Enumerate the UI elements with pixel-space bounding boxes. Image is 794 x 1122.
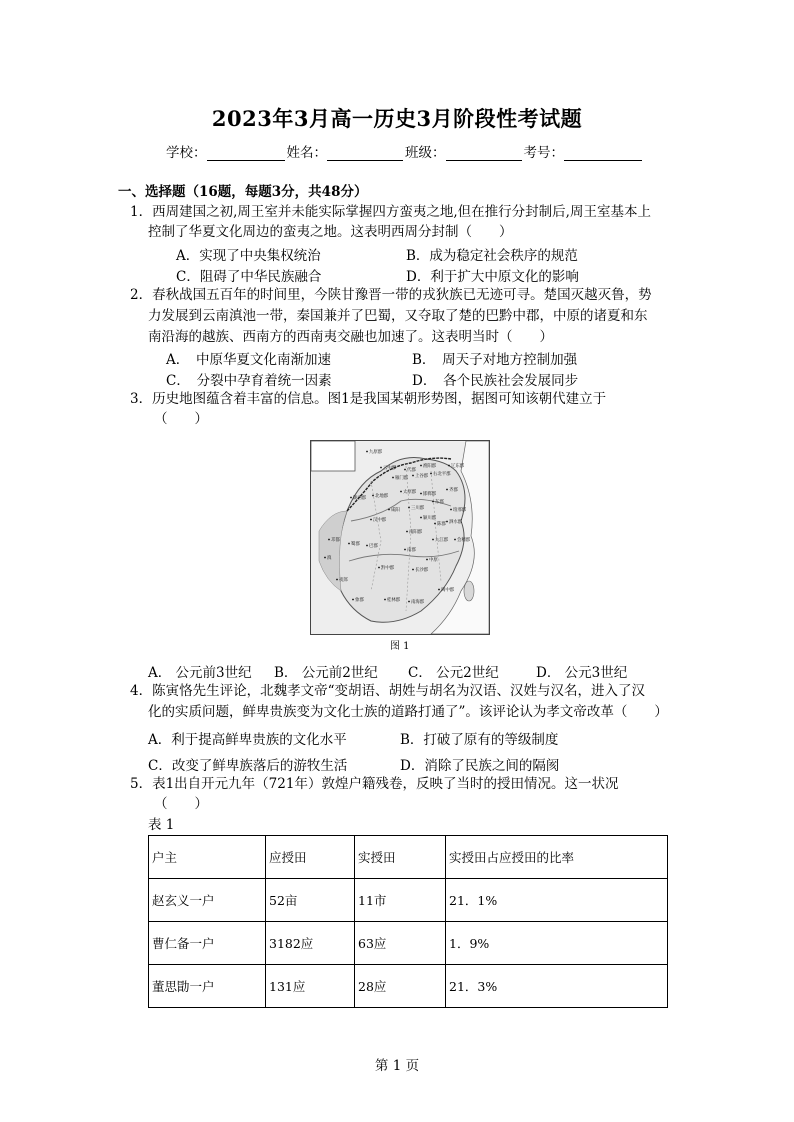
table-cell: 21．3% [446,965,668,1008]
map-label: 代郡 [407,468,416,473]
table-cell: 1．9% [446,922,668,965]
map-city-dot [426,559,428,561]
map-label: 三川郡 [411,506,425,511]
map-city-dot [432,539,434,541]
q3-option-b[interactable]: B． 公元前2世纪 [274,665,378,681]
student-info-line [166,141,644,161]
map-label: 陇西郡 [353,496,367,501]
q3-option-c[interactable]: C． 公元2世纪 [408,665,499,681]
map-city-dot [420,465,422,467]
map-city-dot [366,451,368,453]
map-city-dot [450,509,452,511]
q4-option-d[interactable]: D．消除了民族之间的隔阂 [400,758,560,774]
q4-stem-line1: 4．陈寅恪先生评论，北魏孝文帝“变胡语、胡姓与胡名为汉语、汉姓与汉名，进入了汉 [130,683,645,699]
map-city-dot [324,557,326,559]
map-city-dot [432,501,434,503]
table-cell: 曹仁备一户 [149,922,266,965]
map-city-dot [406,531,408,533]
q3-option-d[interactable]: D． 公元3世纪 [536,665,628,681]
map-city-dot [404,549,406,551]
island [464,581,474,601]
map-city-dot [392,477,394,479]
table-row [149,879,668,922]
map-city-dot [454,539,456,541]
map-city-dot [378,567,380,569]
q1-option-d[interactable]: D．利于扩大中原文化的影响 [406,269,579,285]
map-label: 象郡 [355,598,364,603]
map-city-dot [404,469,406,471]
name-label: 姓名： [286,145,327,161]
map-label: 汉中郡 [373,518,387,523]
q1-stem-line1: 1．西周建国之初,周王室并未能实际掌握四方蛮夷之地,但在推行分封制后,周王室基本上 [130,204,651,220]
map-city-dot [384,599,386,601]
map-city-dot [372,495,374,497]
map-city-dot [336,579,338,581]
figure-1-map [310,440,490,635]
map-label: 渔阳郡 [423,464,437,469]
map-city-dot [412,475,414,477]
q2-option-a[interactable]: A． 中原华夏文化南渐加速 [166,352,331,368]
map-city-dot [430,473,432,475]
q3-option-a[interactable]: A． 公元前3世纪 [148,665,252,681]
map-city-dot [446,521,448,523]
q1-option-b[interactable]: B．成为稳定社会秩序的规范 [406,248,578,264]
map-svg [311,441,489,634]
map-label: 九原郡 [369,450,383,455]
page-number: 第 1 页 [374,1058,420,1074]
map-city-dot [408,601,410,603]
page-title: 2023年3月高一历史3月阶段性考试题 [211,106,583,131]
map-label: 南郡 [407,548,416,553]
map-city-dot [380,467,382,469]
school-blank[interactable] [207,146,285,161]
map-city-dot [408,507,410,509]
q2-option-d[interactable]: D． 各个民族社会发展同步 [412,373,579,389]
map-label: 邯郸郡 [423,492,437,497]
q1-stem-line2: 控制了华夏文化周边的蛮夷之地。这表明西周分封制（ ） [148,224,513,240]
map-label: 中原 [429,558,438,563]
table-header-cell: 实授田 [355,836,446,879]
map-city-dot [352,599,354,601]
q3-stem-line1: 3．历史地图蕴含着丰富的信息。图1是我国某朝形势图，据图可知该朝代建立于 [130,391,607,407]
map-label: 上谷郡 [415,474,429,479]
table-row [149,965,668,1008]
map-label: 长沙郡 [415,568,429,573]
figure-1-caption: 图 1 [390,641,410,652]
map-city-dot [400,491,402,493]
map-city-dot [420,493,422,495]
map-city-dot [328,539,330,541]
q5-stem-line1: 5．表1出自开元九年（721年）敦煌户籍残卷，反映了当时的授田情况。这一状况 [130,776,619,792]
map-label: 蜀郡 [351,542,360,547]
q4-option-b[interactable]: B．打破了原有的等级制度 [400,732,559,748]
map-label: 琅邪郡 [453,508,467,513]
map-city-dot [412,569,414,571]
table-cell: 董思勖一户 [149,965,266,1008]
table-cell: 11市 [355,879,446,922]
table-header-row [149,836,668,879]
map-city-dot [370,519,372,521]
table-row [149,922,668,965]
map-city-dot [446,489,448,491]
map-label: 南海郡 [411,600,425,605]
q2-option-b[interactable]: B． 周天子对地方控制加强 [412,352,578,368]
table-cell: 21．1% [446,879,668,922]
table-1 [148,835,668,1008]
table-cell: 28应 [355,965,446,1008]
map-label: 南阳郡 [409,530,423,535]
table-header-cell: 户主 [149,836,266,879]
q4-stem-line2: 化的实质问题，鲜卑贵族变为文化士族的道路打通了”。该评论认为孝文帝改革（ ） [148,704,668,720]
number-label: 考号： [523,145,564,161]
map-city-dot [366,545,368,547]
map-label: 颍川郡 [423,516,437,521]
q1-option-c[interactable]: C．阻碍了中华民族融合 [176,269,322,285]
table-cell: 赵玄义一户 [149,879,266,922]
section-heading: 一、选择题（16题，每题3分，共48分） [118,184,368,200]
map-label: 咸阳 [391,508,400,513]
map-label: 夜郎 [339,578,348,583]
map-label: 雁门郡 [395,476,409,481]
map-label: 九江郡 [435,538,449,543]
table-cell: 63应 [355,922,446,965]
map-label: 东郡 [435,500,444,505]
map-city-dot [438,589,440,591]
map-city-dot [434,523,436,525]
school-label: 学校： [166,145,207,161]
q2-stem-line1: 2．春秋战国五百年的时间里，今陕甘豫晋一带的戎狄族已无迹可寻。楚国灭越灭鲁，势 [130,287,652,303]
name-blank[interactable] [327,146,403,161]
map-label: 邛都 [331,538,340,543]
class-blank[interactable] [446,146,522,161]
map-label: 右北平郡 [433,472,451,477]
q4-option-a[interactable]: A．利于提高鲜卑贵族的文化水平 [148,732,347,748]
map-label: 闽中郡 [441,588,455,593]
map-label: 陈郡 [437,522,446,527]
q1-option-a[interactable]: A．实现了中央集权统治 [176,248,321,264]
map-city-dot [388,509,390,511]
map-label: 齐郡 [449,488,458,493]
class-label: 班级： [405,145,446,161]
q2-stem-line3: 南沿海的越族、西南方的西南夷交融也加速了。这表明当时（ ） [148,329,553,345]
q3-stem-line2: （ ） [154,411,208,427]
table-cell: 52亩 [266,879,355,922]
map-label: 泗水郡 [449,520,463,525]
q2-option-c[interactable]: C． 分裂中孕育着统一因素 [166,373,332,389]
map-label: 云中郡 [383,466,397,471]
q5-stem-line2: （ ） [154,796,208,812]
number-blank[interactable] [564,146,642,161]
q2-stem-line2: 力发展到云南滇池一带，秦国兼并了巴蜀，又夺取了楚的巴黔中郡，中原的诸夏和东 [148,308,648,324]
table-cell: 131应 [266,965,355,1008]
map-city-dot [448,465,450,467]
map-city-dot [420,517,422,519]
inset-box [311,441,355,471]
map-label: 巴郡 [369,544,378,549]
map-city-dot [350,497,352,499]
map-label: 黔中郡 [381,566,395,571]
table-1-caption: 表 1 [148,817,175,833]
map-label: 滇 [327,556,332,561]
table-header-cell: 应授田 [266,836,355,879]
map-label: 太原郡 [403,490,417,495]
q4-option-c[interactable]: C．改变了鲜卑族落后的游牧生活 [148,758,348,774]
map-label: 会稽郡 [457,538,471,543]
table-cell: 3182应 [266,922,355,965]
map-label: 桂林郡 [387,598,401,603]
table-header-cell: 实授田占应授田的比率 [446,836,668,879]
map-label: 辽东郡 [451,464,465,469]
map-city-dot [348,543,350,545]
map-label: 北地郡 [375,494,389,499]
